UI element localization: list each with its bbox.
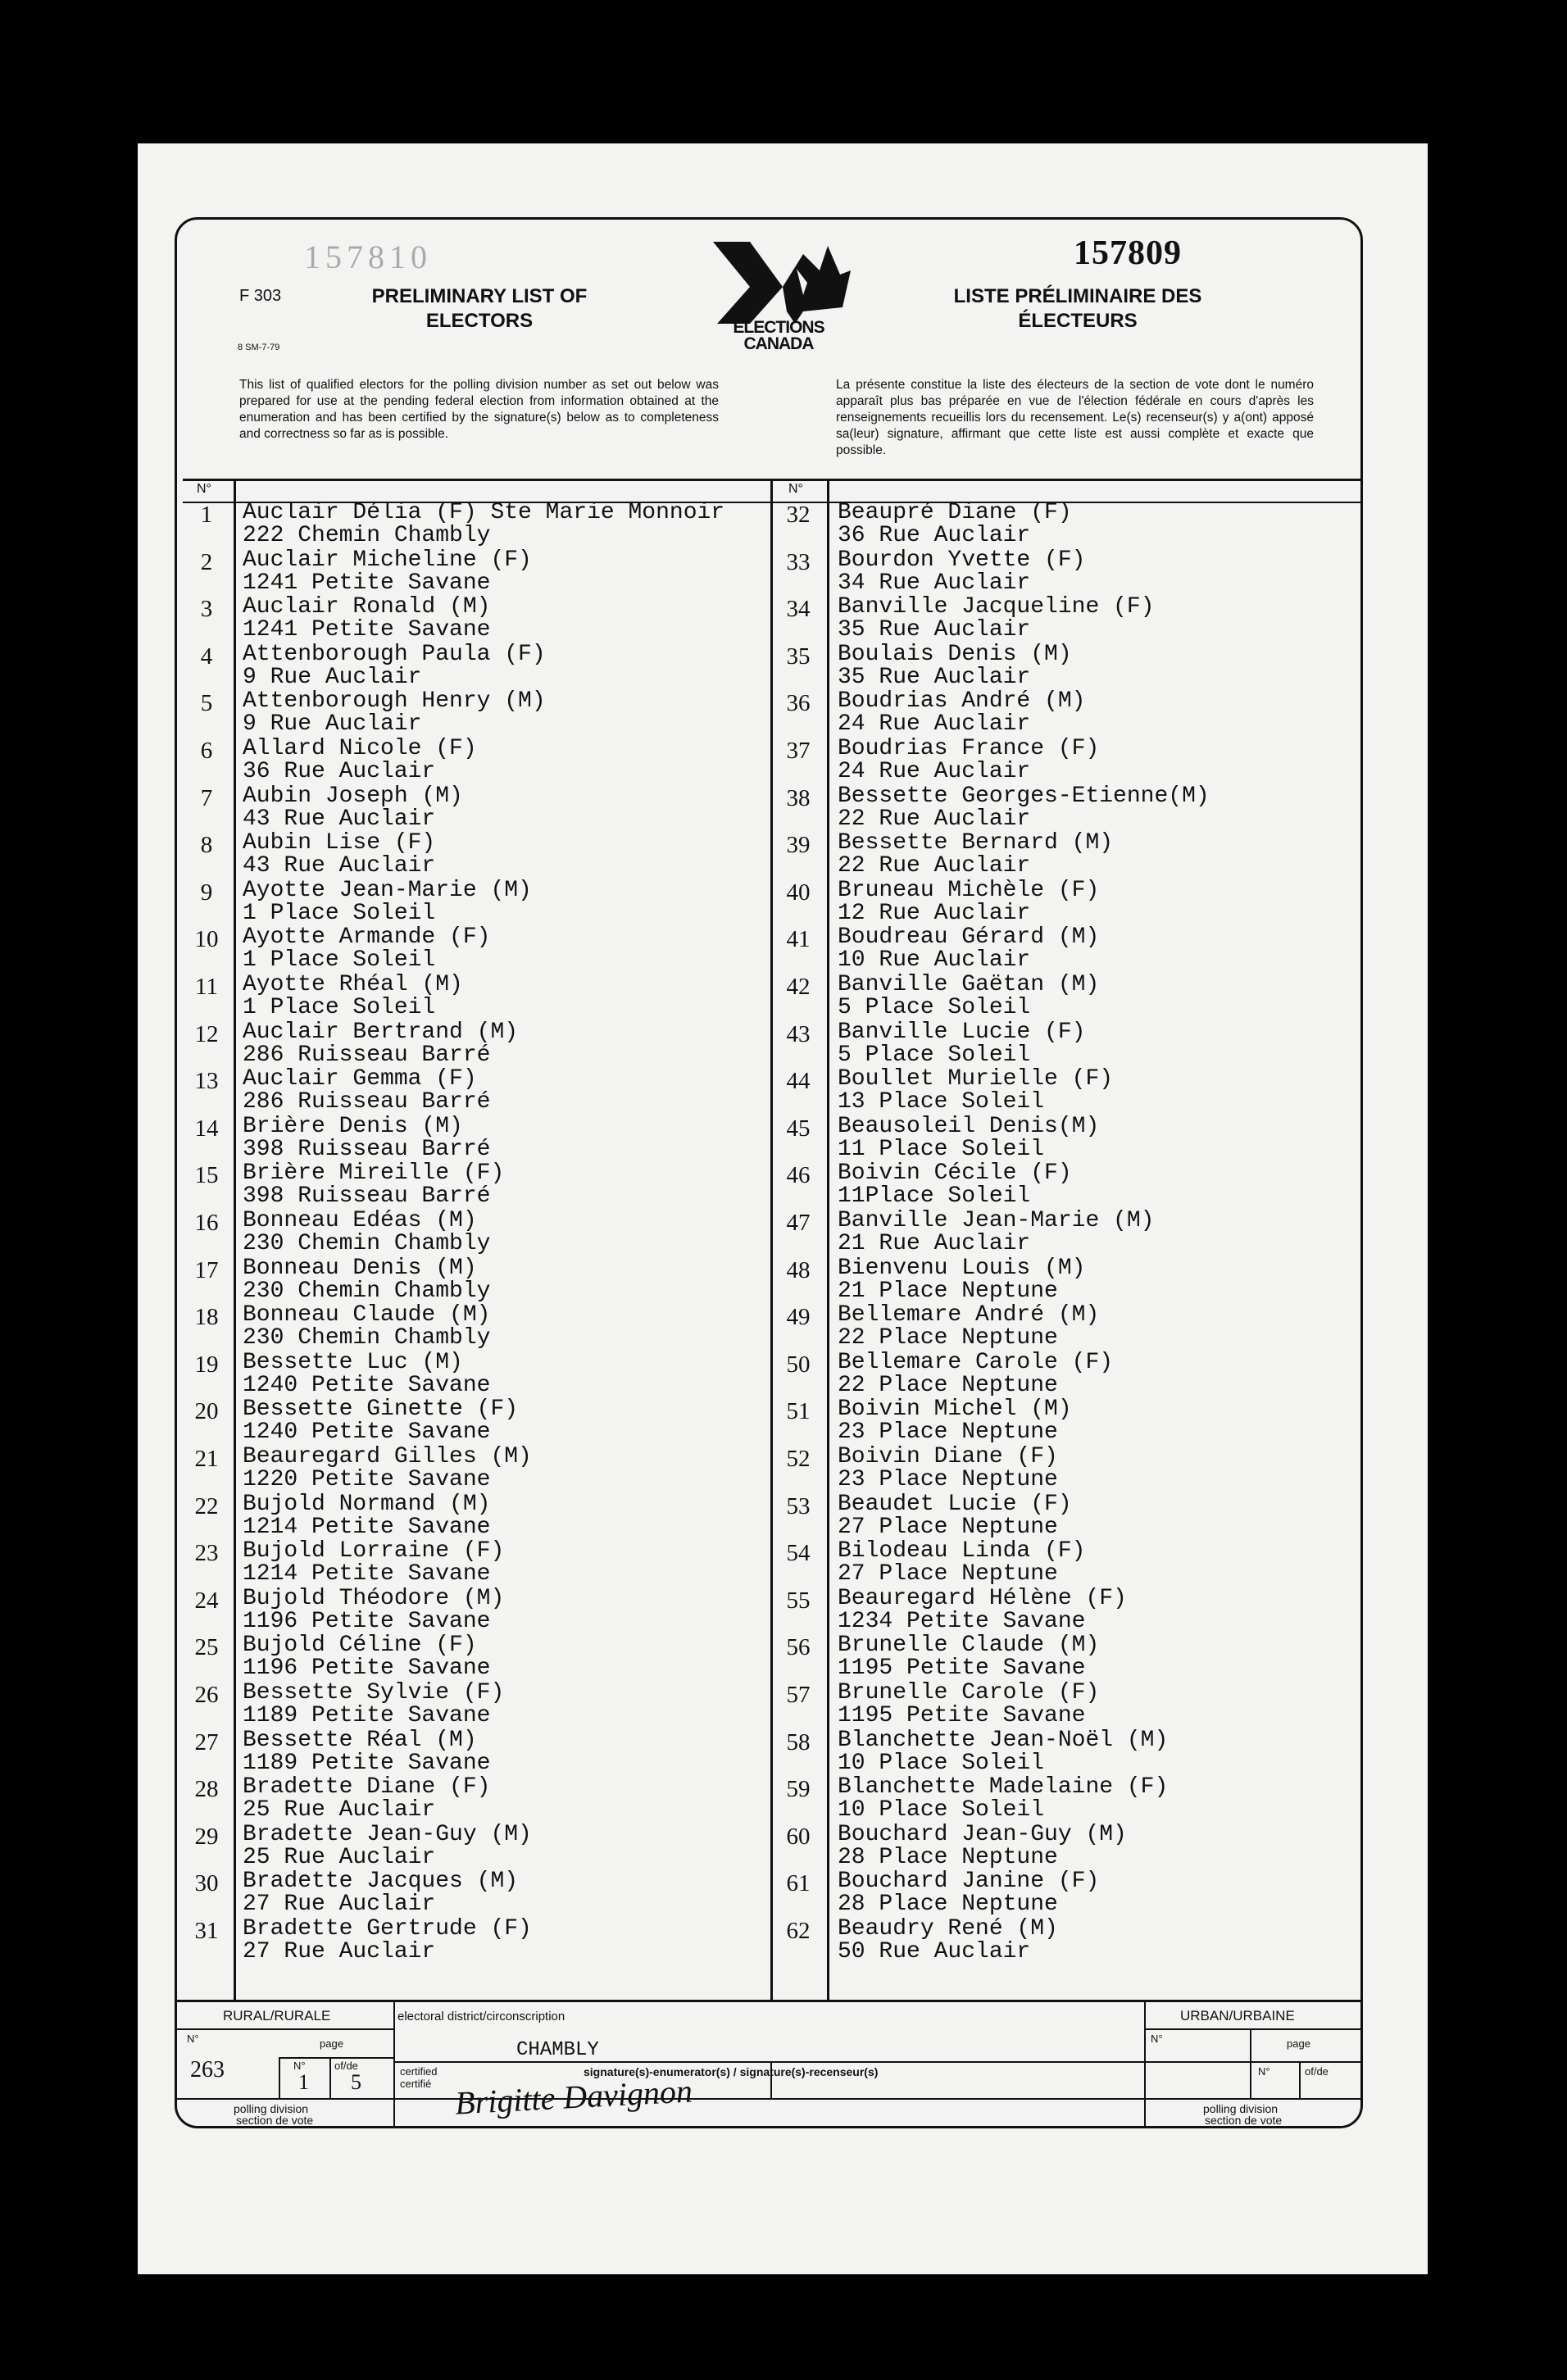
elector-number: 56	[786, 1634, 811, 1661]
footer-page-vline	[279, 2057, 280, 2098]
serial-number: 157809	[1074, 234, 1182, 272]
footer-urban-of-vline	[1299, 2061, 1301, 2098]
elector-address: 1220 Petite Savane	[243, 1467, 491, 1492]
elector-name: Bradette Gertrude (F)	[243, 1916, 532, 1942]
polling-division-label-fr: section de vote	[236, 2114, 314, 2127]
elector-name: Boudrias André (M)	[838, 688, 1086, 715]
elector-number: 1	[200, 502, 213, 528]
elector-name: Bessette Ginette (F)	[243, 1397, 519, 1423]
elector-address: 222 Chemin Chambly	[243, 523, 491, 548]
elector-name: Bellemare Carole (F)	[838, 1349, 1114, 1375]
elector-address: 1195 Petite Savane	[838, 1656, 1086, 1682]
elector-address: 1189 Petite Savane	[243, 1750, 491, 1776]
elector-name: Beauregard Hélène (F)	[838, 1585, 1127, 1611]
elector-name: Bourdon Yvette (F)	[838, 547, 1086, 573]
polling-division-label-en: polling division	[234, 2102, 309, 2115]
elector-number: 24	[194, 1587, 219, 1614]
elector-number: 36	[786, 690, 811, 717]
footer-urban-vline	[1250, 2028, 1251, 2098]
elector-name: Bilodeau Linda (F)	[838, 1538, 1086, 1565]
elector-number: 6	[200, 738, 213, 764]
elector-number: 27	[194, 1728, 219, 1755]
elector-number: 42	[786, 974, 811, 1000]
elector-number: 51	[786, 1398, 811, 1425]
elector-number: 55	[786, 1587, 811, 1614]
elector-number: 39	[786, 832, 811, 859]
elector-number: 44	[786, 1068, 811, 1095]
elector-name: Bienvenu Louis (M)	[838, 1255, 1086, 1281]
elector-name: Ayotte Rhéal (M)	[243, 972, 463, 997]
elector-number: 32	[786, 502, 811, 528]
page-number: 1	[298, 2070, 309, 2094]
elector-name: Auclair Ronald (M)	[243, 594, 491, 620]
district-label: electoral district/circonscription	[397, 2010, 565, 2023]
elector-number: 37	[786, 738, 811, 764]
elector-name: Blanchette Jean-Noël (M)	[838, 1727, 1169, 1753]
elector-name: Beaudet Lucie (F)	[838, 1491, 1072, 1517]
elector-address: 43 Rue Auclair	[243, 806, 436, 832]
elector-number: 28	[194, 1776, 219, 1803]
elector-number: 57	[786, 1682, 811, 1708]
elector-name: Boullet Murielle (F)	[838, 1066, 1114, 1092]
elector-address: 36 Rue Auclair	[243, 759, 436, 784]
elector-name: Auclair Gemma (F)	[243, 1066, 477, 1092]
elector-name: Banville Lucie (F)	[838, 1019, 1086, 1045]
left-number-column-line	[234, 479, 236, 2001]
elector-name: Beaupré Diane (F)	[838, 500, 1072, 525]
elector-name: Boivin Michel (M)	[838, 1397, 1072, 1423]
elector-number: 20	[194, 1398, 219, 1425]
logo-text-canada: CANADA	[743, 334, 814, 353]
elector-name: Auclair Micheline (F)	[243, 547, 532, 573]
elector-address: 10 Place Soleil	[838, 1797, 1045, 1824]
elector-number: 31	[194, 1918, 219, 1944]
column-header-no-left: N°	[197, 482, 211, 496]
elector-address: 286 Ruisseau Barré	[243, 1042, 491, 1068]
elector-address: 1240 Petite Savane	[243, 1372, 491, 1398]
elector-address: 23 Place Neptune	[838, 1467, 1058, 1492]
page-total: 5	[351, 2070, 361, 2094]
elector-number: 54	[786, 1540, 811, 1567]
elector-address: 50 Rue Auclair	[838, 1939, 1031, 1964]
elector-name: Bruneau Michèle (F)	[838, 877, 1100, 903]
elector-number: 16	[194, 1210, 219, 1236]
elector-number: 13	[194, 1068, 219, 1095]
elector-number: 12	[194, 1020, 219, 1047]
elector-address: 1214 Petite Savane	[243, 1561, 491, 1587]
elector-address: 13 Place Soleil	[838, 1089, 1045, 1115]
elector-address: 1 Place Soleil	[243, 900, 436, 926]
elector-address: 1241 Petite Savane	[243, 617, 491, 643]
footer-urban-rule	[1144, 2028, 1363, 2030]
elector-name: Banville Jacqueline (F)	[838, 594, 1155, 620]
elector-name: Bouchard Janine (F)	[838, 1869, 1100, 1895]
elector-address: 12 Rue Auclair	[838, 900, 1031, 926]
title-french: LISTE PRÉLIMINAIRE DES ÉLECTEURS	[953, 285, 1202, 332]
elector-name: Attenborough Henry (M)	[243, 688, 546, 715]
urban-page-no-label: N°	[1258, 2065, 1270, 2078]
elector-address: 11 Place Soleil	[838, 1136, 1045, 1162]
footer-urban-page-rule	[1144, 2061, 1363, 2063]
urban-page-label: page	[1287, 2037, 1310, 2050]
elector-address: 28 Place Neptune	[838, 1844, 1058, 1870]
elector-name: Bradette Diane (F)	[243, 1774, 491, 1801]
form-code: F 303	[239, 287, 282, 305]
elector-number: 47	[786, 1210, 811, 1236]
certified-label-fr: certifié	[400, 2078, 432, 2090]
elector-name: Banville Jean-Marie (M)	[838, 1208, 1155, 1233]
elector-address: 35 Rue Auclair	[838, 617, 1031, 643]
elector-address: 27 Place Neptune	[838, 1514, 1058, 1540]
elector-name: Aubin Lise (F)	[243, 830, 436, 856]
elector-name: Ayotte Armande (F)	[243, 924, 491, 951]
elector-number: 14	[194, 1115, 219, 1142]
faint-serial-number: 157810	[304, 238, 432, 275]
rural-label: RURAL/RURALE	[223, 2008, 331, 2023]
elector-number: 49	[786, 1304, 811, 1331]
elector-number: 15	[194, 1162, 219, 1189]
elector-name: Bessette Luc (M)	[243, 1349, 463, 1375]
footer-vline-1	[393, 2000, 395, 2128]
elector-address: 5 Place Soleil	[838, 995, 1031, 1020]
elector-name: Bradette Jacques (M)	[243, 1869, 519, 1895]
elector-address: 24 Rue Auclair	[838, 759, 1031, 784]
footer-rural-rule	[175, 2028, 393, 2030]
elector-name: Bonneau Claude (M)	[243, 1302, 491, 1329]
page-of-label: of/de	[334, 2060, 358, 2072]
elector-name: Bujold Normand (M)	[243, 1491, 491, 1517]
elector-address: 5 Place Soleil	[838, 1042, 1031, 1068]
elector-address: 1189 Petite Savane	[243, 1703, 491, 1728]
elector-name: Bonneau Edéas (M)	[243, 1208, 477, 1233]
elector-number: 30	[194, 1870, 219, 1897]
urban-no-label: N°	[1151, 2033, 1163, 2045]
elector-address: 21 Rue Auclair	[838, 1231, 1031, 1256]
elector-name: Brunelle Carole (F)	[838, 1680, 1100, 1706]
elector-number: 59	[786, 1776, 811, 1803]
intro-english: This list of qualified electors for the polling division number as set out below was prepared for use at the pending federal election from information obtained at the enumeration and has been certified by the signature(s) below as to completeness and correctness so far as is possible.	[239, 378, 719, 441]
urban-label: URBAN/URBAINE	[1180, 2008, 1295, 2023]
elector-address: 22 Place Neptune	[838, 1372, 1058, 1398]
footer-divider	[175, 2000, 1363, 2002]
elector-name: Bujold Théodore (M)	[243, 1585, 505, 1611]
urban-polling-label-en: polling division	[1203, 2102, 1279, 2115]
elector-number: 33	[786, 548, 811, 575]
elector-address: 1195 Petite Savane	[838, 1703, 1086, 1728]
elector-address: 286 Ruisseau Barré	[243, 1089, 491, 1115]
footer-bottom-rule	[175, 2098, 1363, 2100]
elector-name: Allard Nicole (F)	[243, 736, 477, 761]
elector-address: 43 Rue Auclair	[243, 853, 436, 879]
elector-address: 25 Rue Auclair	[243, 1797, 436, 1824]
elector-name: Boudrias France (F)	[838, 736, 1100, 761]
page-no-label: N°	[293, 2060, 306, 2072]
elector-number: 62	[786, 1918, 811, 1944]
elector-address: 1 Place Soleil	[243, 947, 436, 974]
title-english: PRELIMINARY LIST OF ELECTORS	[371, 285, 588, 332]
elector-address: 22 Rue Auclair	[838, 806, 1031, 832]
elector-number: 25	[194, 1634, 219, 1661]
elector-address: 230 Chemin Chambly	[243, 1278, 491, 1304]
footer-page-rule	[279, 2057, 393, 2059]
elector-number: 35	[786, 643, 811, 670]
elector-name: Brunelle Claude (M)	[838, 1633, 1100, 1659]
elector-name: Bessette Bernard (M)	[838, 830, 1114, 856]
elector-name: Bouchard Jean-Guy (M)	[838, 1821, 1127, 1847]
elector-name: Bonneau Denis (M)	[243, 1255, 477, 1281]
elector-number: 38	[786, 784, 811, 811]
elector-name: Bessette Réal (M)	[243, 1727, 477, 1753]
elector-name: Bujold Céline (F)	[243, 1633, 477, 1659]
enumerator-signature: Brigitte Davignon	[454, 2072, 693, 2122]
footer-vline-2	[1144, 2000, 1146, 2128]
elector-address: 27 Rue Auclair	[243, 1892, 436, 1918]
elector-number: 19	[194, 1351, 219, 1378]
footer-of-vline	[329, 2057, 331, 2098]
elector-name: Beaudry René (M)	[838, 1916, 1058, 1942]
elector-name: Bellemare André (M)	[838, 1302, 1100, 1329]
elector-number: 4	[200, 643, 213, 670]
logo-text-elections: ELECTIONS	[733, 318, 824, 337]
elector-address: 11Place Soleil	[838, 1183, 1031, 1210]
elector-name: Attenborough Paula (F)	[243, 641, 546, 667]
elector-number: 3	[200, 596, 213, 623]
elector-number: 7	[200, 784, 213, 811]
polling-number: 263	[190, 2057, 225, 2082]
right-number-column-line	[827, 479, 829, 2001]
elector-address: 35 Rue Auclair	[838, 664, 1031, 690]
elector-number: 26	[194, 1682, 219, 1708]
elector-address: 1214 Petite Savane	[243, 1514, 491, 1540]
certified-label-en: certified	[400, 2065, 438, 2078]
elector-number: 2	[200, 548, 213, 575]
elector-number: 11	[195, 974, 218, 1000]
elector-address: 27 Place Neptune	[838, 1561, 1058, 1587]
elector-name: Boulais Denis (M)	[838, 641, 1072, 667]
elector-number: 17	[194, 1256, 219, 1283]
urban-of-label: of/de	[1305, 2065, 1329, 2078]
elector-name: Beauregard Gilles (M)	[243, 1444, 532, 1469]
elector-number: 43	[786, 1020, 811, 1047]
column-header-no-right: N°	[788, 482, 803, 496]
elector-number: 18	[194, 1304, 219, 1331]
elector-number: 29	[194, 1823, 219, 1850]
elector-number: 58	[786, 1728, 811, 1755]
elector-address: 36 Rue Auclair	[838, 523, 1031, 548]
header-divider	[183, 479, 1363, 481]
elector-name: Brière Mireille (F)	[243, 1160, 505, 1187]
elector-address: 21 Place Neptune	[838, 1278, 1058, 1304]
elector-address: 10 Place Soleil	[838, 1750, 1045, 1776]
elector-address: 22 Place Neptune	[838, 1325, 1058, 1351]
elector-address: 398 Ruisseau Barré	[243, 1183, 491, 1210]
elector-address: 230 Chemin Chambly	[243, 1325, 491, 1351]
elector-name: Blanchette Madelaine (F)	[838, 1774, 1169, 1801]
elector-number: 61	[786, 1870, 811, 1897]
elector-address: 1196 Petite Savane	[243, 1656, 491, 1682]
elector-name: Ayotte Jean-Marie (M)	[243, 877, 532, 903]
elector-number: 60	[786, 1823, 811, 1850]
elector-address: 34 Rue Auclair	[838, 570, 1031, 596]
elector-name: Bradette Jean-Guy (M)	[243, 1821, 532, 1847]
elector-number: 10	[194, 926, 219, 953]
elector-address: 28 Place Neptune	[838, 1892, 1058, 1918]
rural-no-label: N°	[187, 2033, 199, 2045]
elector-number: 5	[200, 690, 213, 717]
elector-address: 24 Rue Auclair	[838, 711, 1031, 738]
elector-name: Banville Gaëtan (M)	[838, 972, 1100, 997]
elector-number: 41	[786, 926, 811, 953]
signature-label: signature(s)-enumerator(s) / signature(s)-recenseur(s)	[584, 2065, 879, 2078]
elector-address: 23 Place Neptune	[838, 1419, 1058, 1446]
elector-address: 1196 Petite Savane	[243, 1608, 491, 1634]
elector-number: 21	[194, 1446, 219, 1472]
elector-name: Boivin Diane (F)	[838, 1444, 1058, 1469]
elector-address: 9 Rue Auclair	[243, 711, 422, 738]
elector-name: Boudreau Gérard (M)	[838, 924, 1100, 951]
elector-number: 52	[786, 1446, 811, 1472]
elector-address: 230 Chemin Chambly	[243, 1231, 491, 1256]
elector-name: Bujold Lorraine (F)	[243, 1538, 505, 1565]
elector-name: Bessette Sylvie (F)	[243, 1680, 505, 1706]
elector-address: 27 Rue Auclair	[243, 1939, 436, 1964]
elector-name: Beausoleil Denis(M)	[838, 1113, 1100, 1139]
elector-address: 1234 Petite Savane	[838, 1608, 1086, 1634]
intro-french: La présente constitue la liste des électeurs de la section de vote dont le numéro apparaît plus bas préparée en vue de l'élection fédérale en cours d'après les renseignements recueillis lors du recensement. Le(s) recenseur(s) y a(ont) apposé sa(leur) signature, affirmant que cette liste est aussi complète et exacte que possible.	[836, 378, 1314, 457]
form-sub-code: 8 SM-7-79	[238, 343, 280, 352]
elector-address: 398 Ruisseau Barré	[243, 1136, 491, 1162]
urban-polling-label-fr: section de vote	[1205, 2114, 1283, 2127]
footer-district-rule	[395, 2061, 1144, 2063]
elector-name: Auclair Bertrand (M)	[243, 1019, 519, 1045]
elector-number: 34	[786, 596, 811, 623]
elector-number: 50	[786, 1351, 811, 1378]
elector-number: 45	[786, 1115, 811, 1142]
elector-address: 10 Rue Auclair	[838, 947, 1031, 974]
elector-name: Bessette Georges-Etienne(M)	[838, 783, 1210, 809]
district-name: CHAMBLY	[516, 2039, 599, 2061]
elector-number: 46	[786, 1162, 811, 1189]
elector-number: 53	[786, 1492, 811, 1519]
elector-number: 22	[194, 1492, 219, 1519]
elector-name: Auclair Délia (F) Ste Marie Monnoir	[243, 500, 725, 525]
elector-address: 25 Rue Auclair	[243, 1844, 436, 1870]
elector-number: 48	[786, 1256, 811, 1283]
page-label: page	[320, 2037, 343, 2050]
elector-number: 8	[200, 832, 213, 859]
elector-number: 40	[786, 879, 811, 906]
elector-name: Brière Denis (M)	[243, 1113, 463, 1139]
elector-name: Aubin Joseph (M)	[243, 783, 463, 809]
elector-address: 9 Rue Auclair	[243, 664, 422, 690]
elector-address: 1 Place Soleil	[243, 995, 436, 1020]
elector-name: Boivin Cécile (F)	[838, 1160, 1072, 1187]
elector-number: 9	[200, 879, 213, 906]
elector-number: 23	[194, 1540, 219, 1567]
elector-address: 1241 Petite Savane	[243, 570, 491, 596]
elector-address: 22 Rue Auclair	[838, 853, 1031, 879]
elector-address: 1240 Petite Savane	[243, 1419, 491, 1446]
